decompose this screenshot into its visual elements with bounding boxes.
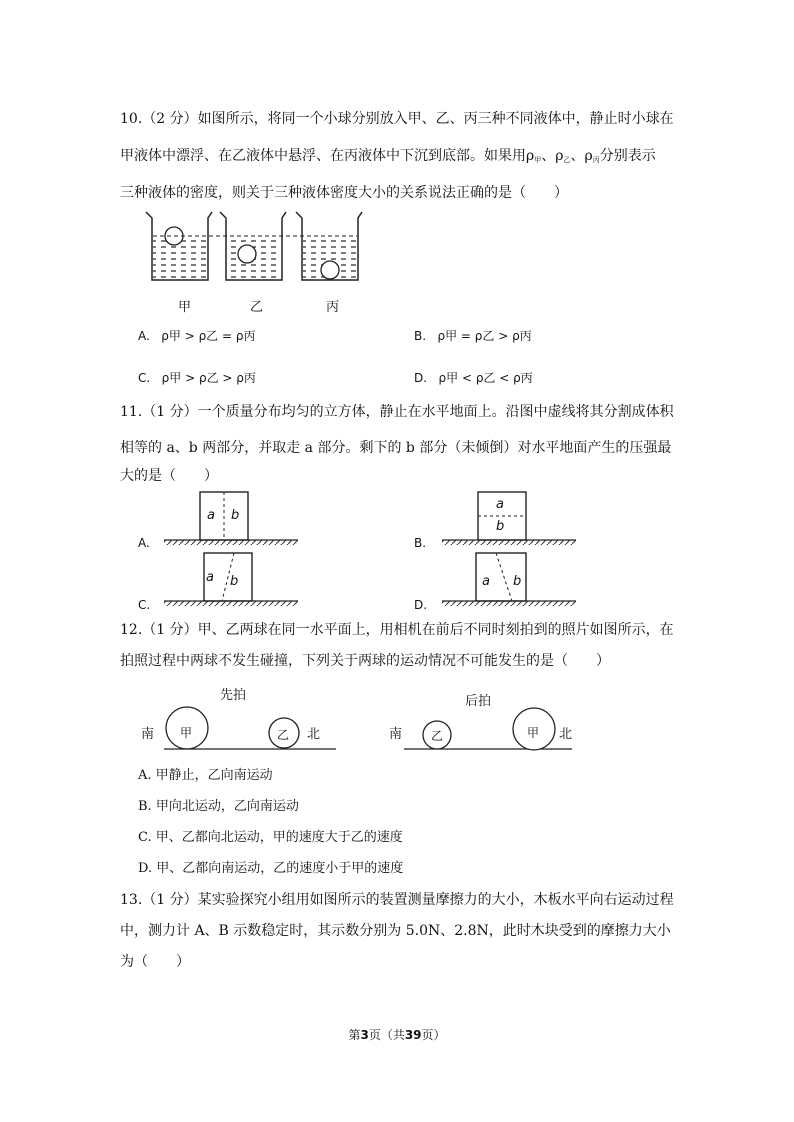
footer-mid: 页（共 [368,1028,405,1042]
q10-line-1: 10.（2 分）如图所示，将同一个小球分别放入甲、乙、丙三种不同液体中，静止时小球在 [120,111,674,127]
ball-sunk [321,261,339,279]
beaker-bing [296,212,362,280]
q12-option-d: D. 甲、乙都向南运动，乙的速度小于甲的速度 [138,861,404,876]
q10-option-d-label: D. [414,371,428,385]
q10-option-b-label: B. [414,329,427,343]
cube-d-part-a: a [482,574,490,589]
photo2-ball-jia: 甲 [527,726,540,740]
q11-option-c-label: C. [138,598,151,612]
q10-line-2 [120,146,656,170]
q10-option-c-text: ρ甲 > ρ乙 > ρ丙 [161,371,256,385]
q10-option-a [138,327,256,345]
ball-suspended [238,245,256,263]
q10-line-2-c: 、ρ [570,148,593,164]
q10-line-3: 三种液体的密度，则关于三种液体密度大小的关系说法正确的是（ ） [120,185,568,201]
photo1-ball-yi: 乙 [277,728,290,742]
rho-sub-jia: 甲 [534,156,542,164]
balls-photos-figure [140,700,580,756]
beaker-label-yi: 乙 [250,300,264,315]
cube-a-part-b: b [231,508,240,523]
q11-line-2: 相等的 a、b 两部分，并取走 a 部分。剩下的 b 部分（未倾倒）对水平地面产生的压强最 [120,440,672,456]
q12-option-c: C. 甲、乙都向北运动，甲的速度大于乙的速度 [138,830,403,845]
cube-figure-d [440,551,580,611]
q13-line-1: 13.（1 分）某实验探究小组用如图所示的装置测量摩擦力的大小，木板水平向右运动过程 [120,892,674,908]
q11-option-a-label: A. [138,536,150,550]
beaker-label-bing: 丙 [326,300,340,315]
photo1-south-label: 南 [141,727,155,742]
footer-pre: 第 [348,1028,361,1042]
q10-line-2-b: 、ρ [541,148,564,164]
beaker-label-jia: 甲 [178,300,192,315]
q11-line-1: 11.（1 分）一个质量分布均匀的立方体，静止在水平地面上。沿图中虚线将其分割成体积 [120,404,674,420]
q11-option-b-label: B. [414,536,427,550]
photo1-ball-jia: 甲 [180,726,193,740]
photo1-title: 先拍 [220,688,247,703]
footer-post: 页） [421,1028,446,1042]
q13-line-3: 为（ ） [120,954,190,970]
photo2-south-label: 南 [389,727,403,742]
q10-option-b-text: ρ甲 = ρ乙 > ρ丙 [437,329,532,343]
cube-figure-b [440,490,580,550]
q10-line-2-d: 分别表示 [599,148,656,164]
q11-option-d-label: D. [414,598,428,612]
beaker-jia [146,212,212,280]
q13-line-2: 中，测力计 A、B 示数稳定时，其示数分别为 5.0N、2.8N，此时木块受到的摩擦力大小 [120,923,671,939]
q12-line-1: 12.（1 分）甲、乙两球在同一水平面上，用相机在前后不同时刻拍到的照片如图所示，在 [120,622,674,638]
q12-option-b: B. 甲向北运动，乙向南运动 [138,799,299,814]
footer-total-pages: 39 [404,1028,422,1042]
q10-line-2-a: 甲液体中漂浮、在乙液体中悬浮、在丙液体中下沉到底部。如果用ρ [120,148,535,164]
q12-option-a: A. 甲静止，乙向南运动 [138,768,273,783]
photo1-north-label: 北 [307,727,321,742]
rho-sub-bing: 丙 [592,156,600,164]
q10-option-d-text: ρ甲 < ρ乙 < ρ丙 [438,371,533,385]
cube-c-part-b: b [230,574,239,589]
cube-b-part-a: a [496,497,504,512]
q11-line-3: 大的是（ ） [120,468,218,484]
q10-option-d [414,369,533,387]
q10-option-c [138,369,256,387]
cube-c-part-a: a [206,570,214,585]
photo2-ball-yi: 乙 [431,729,444,743]
q10-option-c-label: C. [138,371,151,385]
q12-line-2: 拍照过程中两球不发生碰撞，下列关于两球的运动情况不可能发生的是（ ） [120,653,610,669]
beaker-yi [220,212,286,280]
q10-option-b [414,327,532,345]
q10-option-a-text: ρ甲 > ρ乙 = ρ丙 [161,329,256,343]
photo2-title: 后拍 [465,694,492,709]
cube-b-part-b: b [496,519,505,534]
photo2-north-label: 北 [559,727,573,742]
footer-page-number: 3 [360,1028,369,1042]
q10-option-a-label: A. [138,329,150,343]
cube-d-part-b: b [513,574,522,589]
cube-a-part-a: a [207,508,215,523]
page-footer [0,1026,794,1043]
rho-sub-yi: 乙 [563,156,571,164]
